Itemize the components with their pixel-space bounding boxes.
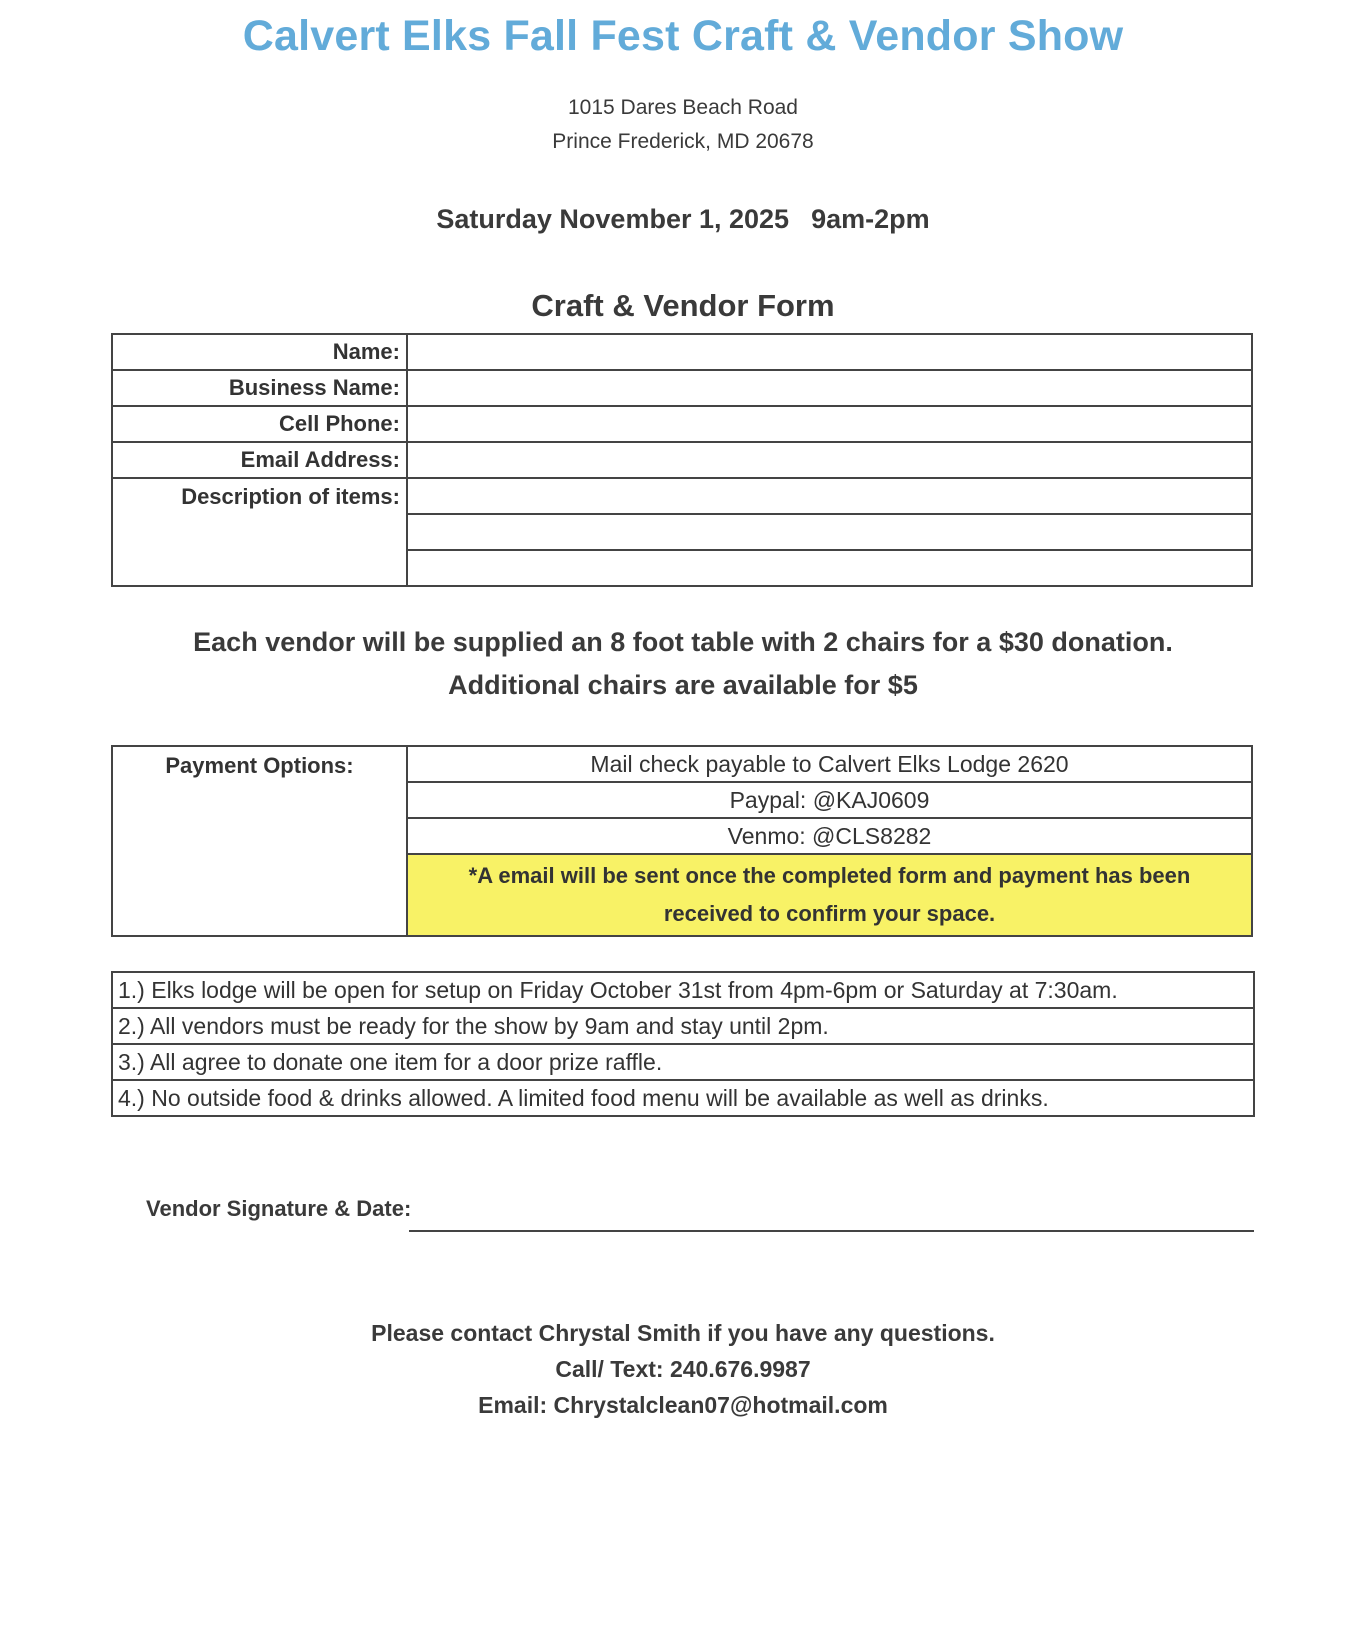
contact-email: Email: Chrystalclean07@hotmail.com bbox=[478, 1392, 888, 1418]
description-label: Description of items: bbox=[112, 478, 407, 586]
confirmation-note-line-1: *A email will be sent once the completed form and payment has been bbox=[468, 863, 1191, 888]
contact-line-1: Please contact Chrystal Smith if you have any questions. bbox=[371, 1320, 995, 1346]
address-city: Prince Frederick, MD 20678 bbox=[552, 130, 814, 153]
payment-option-paypal: Paypal: @KAJ0609 bbox=[407, 782, 1252, 818]
rule-item: 2.) All vendors must be ready for the show by 9am and stay until 2pm. bbox=[112, 1008, 1254, 1044]
rules-table bbox=[111, 971, 1255, 1117]
name-row bbox=[112, 334, 1252, 370]
email-row bbox=[112, 442, 1252, 478]
event-time: 9am-2pm bbox=[811, 204, 930, 234]
description-field-line-3[interactable] bbox=[407, 550, 1252, 586]
page-title: Calvert Elks Fall Fest Craft & Vendor Show bbox=[242, 12, 1124, 60]
description-field-line-2[interactable] bbox=[407, 514, 1252, 550]
business-name-row bbox=[112, 370, 1252, 406]
form-title: Craft & Vendor Form bbox=[531, 288, 835, 323]
payment-options-table bbox=[111, 745, 1253, 937]
confirmation-note bbox=[407, 854, 1252, 936]
cell-phone-label: Cell Phone: bbox=[112, 406, 407, 442]
payment-option-venmo: Venmo: @CLS8282 bbox=[407, 818, 1252, 854]
payment-option-check: Mail check payable to Calvert Elks Lodge 2620 bbox=[407, 746, 1252, 782]
cell-phone-row bbox=[112, 406, 1252, 442]
email-address-field[interactable] bbox=[407, 442, 1252, 478]
address-street: 1015 Dares Beach Road bbox=[568, 96, 798, 119]
business-name-field[interactable] bbox=[407, 370, 1252, 406]
description-field-line-1[interactable] bbox=[407, 478, 1252, 514]
email-address-label: Email Address: bbox=[112, 442, 407, 478]
payment-row-1 bbox=[112, 746, 1252, 782]
confirmation-note-line-2: received to confirm your space. bbox=[663, 901, 996, 926]
payment-options-label: Payment Options: bbox=[112, 746, 407, 936]
contact-phone: Call/ Text: 240.676.9987 bbox=[555, 1356, 811, 1382]
supply-info-line-2: Additional chairs are available for $5 bbox=[448, 670, 918, 700]
description-row bbox=[112, 478, 1252, 514]
signature-label: Vendor Signature & Date: bbox=[146, 1196, 412, 1221]
supply-info-line-1: Each vendor will be supplied an 8 foot table with 2 chairs for a $30 donation. bbox=[193, 627, 1173, 657]
business-name-label: Business Name: bbox=[112, 370, 407, 406]
rule-item: 3.) All agree to donate one item for a door prize raffle. bbox=[112, 1044, 1254, 1080]
signature-line[interactable] bbox=[409, 1230, 1254, 1232]
name-field[interactable] bbox=[407, 334, 1252, 370]
vendor-info-table bbox=[111, 333, 1253, 587]
name-label: Name: bbox=[112, 334, 407, 370]
cell-phone-field[interactable] bbox=[407, 406, 1252, 442]
rule-item: 1.) Elks lodge will be open for setup on Friday October 31st from 4pm-6pm or Saturday at 7:30am. bbox=[112, 972, 1254, 1008]
event-date: Saturday November 1, 2025 bbox=[436, 204, 790, 234]
rule-item: 4.) No outside food & drinks allowed. A limited food menu will be available as well as drinks. bbox=[112, 1080, 1254, 1116]
event-datetime bbox=[0, 204, 1366, 235]
